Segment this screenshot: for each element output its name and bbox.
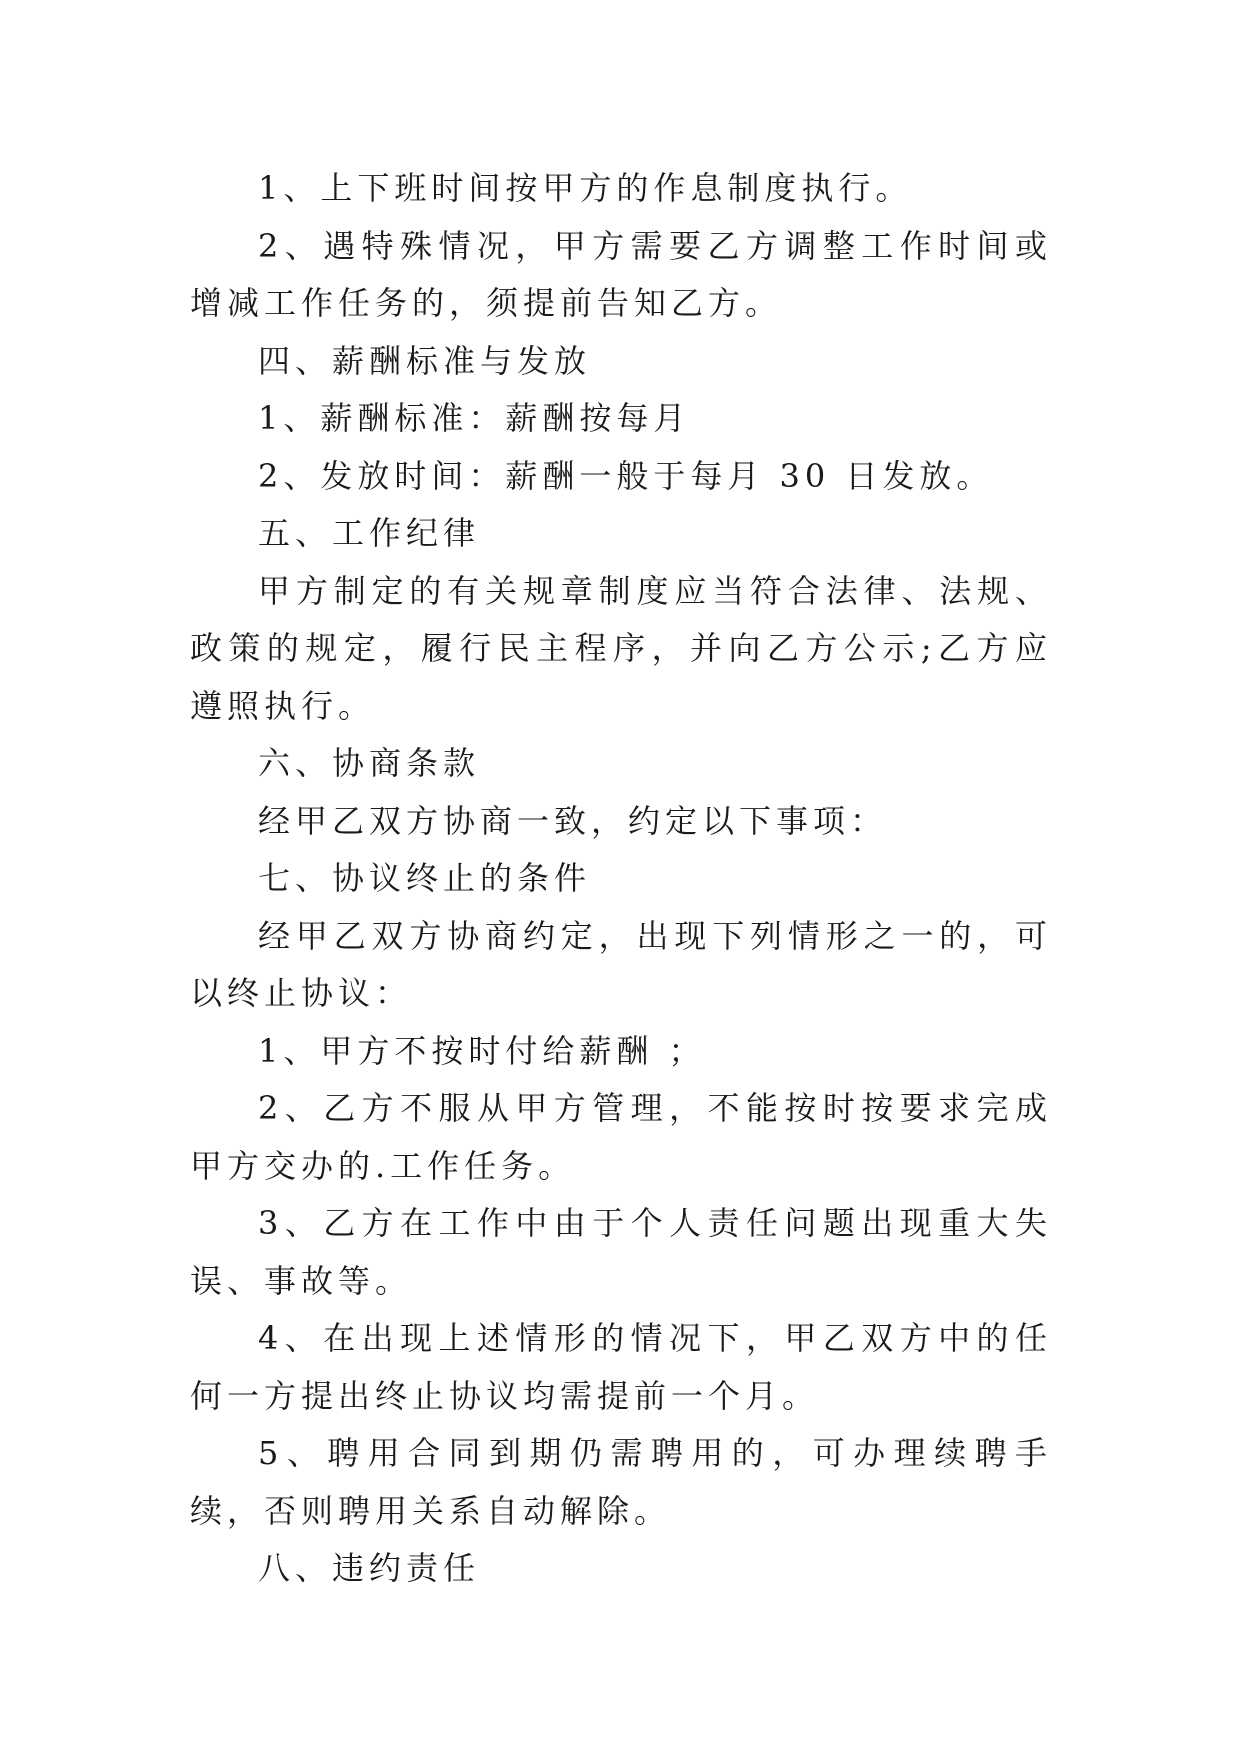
section-heading-termination: 七、协议终止的条件 [258,859,592,897]
paragraph-salary-standard: 1、薪酬标准：薪酬按每月 [258,399,691,437]
section-heading-negotiation: 六、协商条款 [258,744,481,782]
section-heading-salary: 四、薪酬标准与发放 [258,341,592,380]
list-item-termination-2: 2、乙方不服从甲方管理，不能按时按要求完成甲方交办的.工作任务。 [190,1089,1052,1185]
list-item-termination-3: 3、乙方在工作中由于个人责任问题出现重大失误、事故等。 [190,1204,1052,1300]
section-heading-liability: 八、违约责任 [258,1549,481,1587]
list-item-termination-4: 4、在出现上述情形的情况下，甲乙双方中的任何一方提出终止协议均需提前一个月。 [190,1319,1052,1415]
section-heading-discipline: 五、工作纪律 [258,514,481,552]
paragraph-work-hours: 1、上下班时间按甲方的作息制度执行。 [258,169,913,207]
list-item-termination-1: 1、甲方不按时付给薪酬 ； [258,1031,706,1070]
document-body [190,160,1052,1598]
paragraph-rules: 甲方制定的有关规章制度应当符合法律、法规、政策的规定，履行民主程序，并向乙方公示;乙方应遵照执行。 [190,571,1052,725]
paragraph-special-circumstances: 2、遇特殊情况，甲方需要乙方调整工作时间或增减工作任务的，须提前告知乙方。 [190,226,1052,322]
list-item-termination-5: 5、聘用合同到期仍需聘用的，可办理续聘手续，否则聘用关系自动解除。 [190,1434,1052,1530]
paragraph-payment-date: 2、发放时间：薪酬一般于每月 30 日发放。 [258,456,994,495]
paragraph-agreed-matters: 经甲乙双方协商一致，约定以下事项： [258,801,888,840]
paragraph-termination-intro: 经甲乙双方协商约定，出现下列情形之一的，可以终止协议： [190,916,1052,1012]
